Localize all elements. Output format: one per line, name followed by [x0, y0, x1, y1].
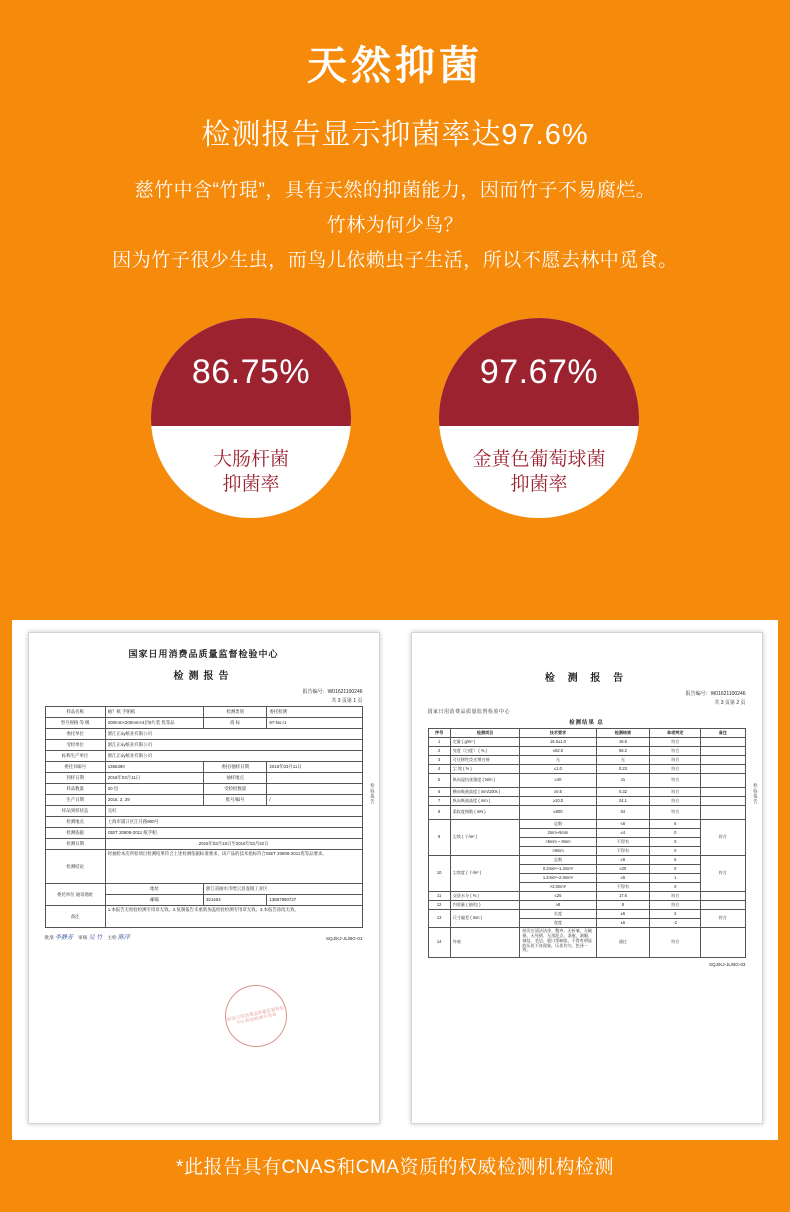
report1-page-info: 共 3 页第 1 页	[331, 698, 363, 704]
report2-r0-result: 16.5	[596, 738, 650, 747]
report2-r2-result: 无	[596, 756, 650, 765]
stat-circle-ecoli-label-2: 抑菌率	[222, 474, 280, 496]
table-row	[45, 817, 362, 828]
report2-r12-no: 13	[428, 910, 450, 928]
table-row	[45, 828, 362, 839]
report1-date-label: 检测日期	[45, 839, 105, 850]
report2-r10-no: 11	[428, 892, 450, 901]
stat-circle-staph-label-2: 抑菌率	[510, 474, 568, 496]
description-line-1: 慈竹中含“竹琨”，具有天然的抑菌能力，因而竹子不易腐烂。	[134, 180, 656, 201]
table-row	[428, 910, 745, 919]
official-stamp-icon: 国家日用消费品质量监督检验中心检验检测专用章	[219, 979, 293, 1053]
report1-r8-c1: 生产日期	[45, 795, 105, 806]
report1-date-value: 2016年03月15日至2016年03月22日	[105, 839, 362, 850]
report1-r8-c3: 批号/编号	[203, 795, 266, 806]
report1-r6-c4	[267, 773, 362, 784]
report2-r13-req: 纸页应清洁洁净、整齐、无折皱、无破损、无死褶、无黑泥点、条痕、洞眼、皱纹、毛边、裂口等缺陷，不得有明显的压花不良现象，压花均匀，色泽一致。	[520, 928, 596, 958]
report2-r8-s1-size: 2mm~5mm	[520, 829, 596, 838]
report1-r0-c2: 抽？纸 手帕纸	[105, 707, 203, 718]
report1-unit-addr: 浙江省丽水市缙云县壶镇工业区	[203, 884, 362, 895]
stat-circles	[0, 318, 790, 518]
report2-r0-note	[701, 738, 745, 747]
report2-r5-no: 6	[428, 788, 450, 797]
report2-th-1: 检测项目	[450, 729, 520, 738]
report2-r9-s2-req: ≤5	[596, 874, 650, 883]
description-line-3: 因为竹子很少生虫，而鸟儿依赖虫子生活，所以不愿去林中觅食。	[112, 250, 678, 272]
report2-r10-result: 17.6	[596, 892, 650, 901]
table-row	[428, 892, 745, 901]
table-row	[428, 806, 745, 820]
report2-r7-no: 8	[428, 806, 450, 820]
report2-th-2: 技术要求	[520, 729, 596, 738]
report2-r11-item: 内装量 ( 抽/包 )	[450, 901, 520, 910]
report2-r13-note	[701, 928, 745, 958]
report1-report-no: 报告编号：W01621100246	[302, 689, 363, 695]
page-header	[0, 0, 790, 278]
report2-header	[428, 669, 746, 684]
report1-remark-label: 备注	[45, 906, 105, 928]
report2-r8-item: 尘埃 ( 个/m² )	[450, 820, 520, 856]
report2-r9-s0-size: 总数	[520, 856, 596, 865]
report2-r8-s2-req: 不得有	[596, 838, 650, 847]
report2-r2-req: 无	[520, 756, 596, 765]
table-row	[45, 707, 362, 718]
table-row	[428, 774, 745, 788]
report2-r12-item: 尺寸偏差 ( mm )	[450, 910, 520, 928]
report2-r2-note	[701, 756, 745, 765]
report2-r12-s1-result: -2	[650, 919, 701, 928]
report1-r9-c1: 样品到样状态	[45, 806, 105, 817]
report1-r3-c2: 浙江正úy纸业有限公司	[105, 740, 362, 751]
report2-r8-s2-result: 0	[650, 838, 701, 847]
report2-r7-item: 柔软度指数 ( mN )	[450, 806, 520, 820]
report2-r1-result: 68.2	[596, 747, 650, 756]
report2-r6-req: ≥10.0	[520, 797, 596, 806]
report1-r8-c4: /	[267, 795, 362, 806]
table-row	[428, 738, 745, 747]
table-row	[45, 884, 362, 895]
report1-r5-c3: 委托/抽样日期	[203, 762, 266, 773]
report2-report-no: 报告编号：W01621100246	[685, 691, 746, 697]
report2-r8-s1-result: 0	[650, 829, 701, 838]
report2-r13-item: 外观	[450, 928, 520, 958]
report1-r6-c2: 2016年03月11日	[105, 773, 203, 784]
report2-r9-judge: 符合	[701, 856, 745, 892]
report2-r6-note	[701, 797, 745, 806]
report2-r12-s0-result: 2	[650, 910, 701, 919]
report2-r7-judge: 符合	[650, 806, 701, 820]
report1-r7-c2: 20 包	[105, 784, 203, 795]
report2-r6-judge: 符合	[650, 797, 701, 806]
report2-r11-judge: 符合	[650, 901, 701, 910]
report1-basis-value: GB/T 20808-2011 纸手帕	[105, 828, 362, 839]
report1-r10-c1: 检测地点	[45, 817, 105, 828]
report2-results-table	[428, 728, 746, 958]
report1-r6-c1: 到样日期	[45, 773, 105, 784]
report2-r8-no: 9	[428, 820, 450, 856]
report1-unit-label: 委托单位 通讯地址	[45, 884, 105, 906]
table-row	[428, 928, 745, 958]
report2-r3-item: 尘 埃 ( % )	[450, 765, 520, 774]
report2-th-3: 检测结果	[596, 729, 650, 738]
report2-r6-item: 纵向吸液高度 ( mm )	[450, 797, 520, 806]
report2-th-5: 备注	[701, 729, 745, 738]
report2-r4-result: 41	[596, 774, 650, 788]
report1-r7-c4	[267, 784, 362, 795]
report1-r9-c2: 完好	[105, 806, 362, 817]
report1-r10-c2: 上海市浦口区江月路900号	[105, 817, 362, 828]
stat-circle-staph-percent: 97.67%	[479, 352, 599, 391]
report2-r12-s0-req: ±5	[596, 910, 650, 919]
report2-r2-judge: 符合	[650, 756, 701, 765]
report1-review-name: 吴 竹	[88, 935, 103, 941]
stat-circle-ecoli	[151, 318, 351, 518]
report-document-page2	[411, 632, 763, 1124]
stat-circle-staph-top	[439, 318, 639, 426]
report2-r3-note	[701, 765, 745, 774]
report2-r10-req: ≤25	[520, 892, 596, 901]
stat-circle-ecoli-percent: 86.75%	[191, 352, 311, 391]
report2-r4-item: 纵向湿抗张强度 ( N/m )	[450, 774, 520, 788]
report2-r10-note	[701, 892, 745, 901]
report1-r5-c2: 1365390	[105, 762, 203, 773]
report2-r5-item: 横向吸液高度 ( mm/100s )	[450, 788, 520, 797]
report1-conclusion-value: 经抽检本次所检项目检测结果符合上述检测依据标准要求，该产品的技术指标符合GB/T 20808-2011优等品要求。	[105, 850, 362, 884]
report2-r12-s1-req: ±5	[596, 919, 650, 928]
report2-r9-s3-size: >2.0mm²	[520, 883, 596, 892]
report1-basis-label: 检测依据	[45, 828, 105, 839]
report1-info-table	[45, 706, 363, 928]
report1-tester-name: 陈萍	[117, 935, 130, 941]
table-row	[45, 751, 362, 762]
report2-r7-result: 04	[596, 806, 650, 820]
report2-r5-note	[701, 788, 745, 797]
report2-r8-judge: 符合	[701, 820, 745, 856]
report2-th-4: 单项判定	[650, 729, 701, 738]
report2-r9-s3-req: 不得有	[596, 883, 650, 892]
report-document-page1	[28, 632, 380, 1124]
table-row	[428, 747, 745, 756]
table-row	[428, 901, 745, 910]
table-row	[45, 729, 362, 740]
table-row	[428, 797, 745, 806]
report1-unit-addr-label: 地址	[105, 884, 203, 895]
report2-r0-item: 定量 ( g/m² )	[450, 738, 520, 747]
report1-r4-c2: 浙江正úy纸业有限公司	[105, 751, 362, 762]
report2-r9-s2-size: 1.2mm²~2.0mm²	[520, 874, 596, 883]
report2-title: 检 测 报 告	[544, 673, 629, 684]
report2-r8-s0-result: 6	[650, 820, 701, 829]
report1-r1-c3: 商 标	[203, 718, 266, 729]
report1-signature-row	[45, 932, 363, 941]
table-row	[428, 756, 745, 765]
report2-r8-s0-req: ≤6	[596, 820, 650, 829]
report2-r9-item: 尘埃度 ( 个/m² )	[450, 856, 520, 892]
description-line-2: 竹林为何少鸟？	[326, 215, 464, 237]
report2-r12-s0-size: 长度	[520, 910, 596, 919]
report2-r1-no: 2	[428, 747, 450, 756]
report1-review-label: 审核	[78, 935, 88, 940]
report2-section-title: 检测结果 总	[569, 720, 604, 726]
report2-r8-s3-result: 0	[650, 847, 701, 856]
report1-side-text: 检验报告	[370, 783, 376, 805]
table-row	[45, 718, 362, 729]
report2-r5-req: ≥0.5	[520, 788, 596, 797]
report1-r1-c4: 87-No.r1	[267, 718, 362, 729]
table-row	[428, 856, 745, 865]
report2-r11-req: ≥8	[520, 901, 596, 910]
report1-organization: 国家日用消费品质量监督检验中心	[128, 649, 279, 659]
page-subtitle: 检测报告显示抑菌率达97.6%	[201, 119, 589, 151]
report1-r7-c1: 样品数量	[45, 784, 105, 795]
report2-r6-no: 7	[428, 797, 450, 806]
report2-r11-result: 8	[596, 901, 650, 910]
report2-r0-req: 16.0±1.0	[520, 738, 596, 747]
report1-r8-c2: 2016. 2. 29	[105, 795, 203, 806]
report2-r13-no: 14	[428, 928, 450, 958]
table-row	[45, 906, 362, 928]
report1-unit-tel: 13867890727	[267, 895, 362, 906]
report2-r13-result: 通过	[596, 928, 650, 958]
report2-r11-no: 12	[428, 901, 450, 910]
report2-organization: 国家日用消费品质量监督检验中心	[427, 709, 511, 715]
report2-r3-judge: 符合	[650, 765, 701, 774]
report2-r4-judge: 符合	[650, 774, 701, 788]
report2-r7-req: ≤800	[520, 806, 596, 820]
report1-r5-c1: 委托书编号	[45, 762, 105, 773]
report1-conclusion-label: 检测结论	[45, 850, 105, 884]
report2-r0-judge: 符合	[650, 738, 701, 747]
stat-circle-staph-label-1: 金黄色葡萄球菌	[472, 448, 606, 470]
report2-r2-item: 可迁移性荧光增白剂	[450, 756, 520, 765]
table-header-row	[428, 729, 745, 738]
report2-r4-req: ≥40	[520, 774, 596, 788]
report2-footer	[428, 962, 746, 967]
table-row	[45, 740, 362, 751]
report1-r1-c1: 型号规格 等 级	[45, 718, 105, 729]
report1-r1-c2: 200mm×200mm×4层8片装 优等品	[105, 718, 203, 729]
table-row	[428, 820, 745, 829]
report1-title: 检测报告	[173, 671, 234, 682]
report1-r4-c1: 标称生产单位	[45, 751, 105, 762]
report2-r3-result: 0.23	[596, 765, 650, 774]
report2-r6-result: 24.1	[596, 797, 650, 806]
report2-r4-no: 5	[428, 774, 450, 788]
description-block	[0, 173, 790, 278]
report2-r4-note	[701, 774, 745, 788]
report2-r0-no: 1	[428, 738, 450, 747]
table-row	[45, 773, 362, 784]
report2-r9-s0-result: 6	[650, 856, 701, 865]
report1-r0-c3: 检测类别	[203, 707, 266, 718]
report1-signatures	[45, 932, 130, 941]
report1-unit-post: 321404	[203, 895, 266, 906]
report1-r3-c1: 受检单位	[45, 740, 105, 751]
report2-r2-no: 3	[428, 756, 450, 765]
report2-r8-s3-req: 不得有	[596, 847, 650, 856]
report2-r9-s1-size: 0.2mm²~1.2mm²	[520, 865, 596, 874]
footnote: *此报告具有CNAS和CMA资质的权威检测机构检测	[176, 1157, 614, 1178]
report1-unit-post-label: 邮编	[105, 895, 203, 906]
table-row	[45, 850, 362, 884]
report1-r2-c1: 委托单位	[45, 729, 105, 740]
report2-r9-s2-result: 1	[650, 874, 701, 883]
report2-r9-s1-result: 0	[650, 865, 701, 874]
report1-r5-c4: 2016年03月11日	[267, 762, 362, 773]
report2-r1-req: ≤82.0	[520, 747, 596, 756]
report1-r2-c2: 浙江正úy纸业有限公司	[105, 729, 362, 740]
report1-approve-label: 批准	[44, 935, 54, 940]
report1-tester-label: 主检	[107, 935, 117, 940]
report2-r3-no: 4	[428, 765, 450, 774]
report1-approve-name: 李静芳	[54, 935, 73, 941]
stat-circle-ecoli-bottom	[151, 426, 351, 518]
stat-circle-ecoli-label-1: 大肠杆菌	[212, 448, 289, 470]
table-row	[45, 762, 362, 773]
table-row	[45, 806, 362, 817]
report1-r6-c3: 抽样地点	[203, 773, 266, 784]
report2-r11-note	[701, 901, 745, 910]
report2-r12-judge: 符合	[701, 910, 745, 928]
report2-side-text: 检验报告	[753, 783, 759, 805]
report-images-panel	[12, 620, 778, 1140]
report2-th-0: 序号	[428, 729, 450, 738]
table-row	[45, 784, 362, 795]
report2-r3-req: ≤1.0	[520, 765, 596, 774]
report1-remark-value: 1.本报告无检验检测专用章无效。2.复制报告未重新加盖检验检测专用章无效。3.本报告涂改无效。	[105, 906, 362, 928]
report2-r13-judge: 符合	[650, 928, 701, 958]
report2-r9-s0-req: ≤6	[596, 856, 650, 865]
report1-form-code: SQJ/KJ-JL/BG-01	[325, 936, 363, 941]
report2-r10-judge: 符合	[650, 892, 701, 901]
report2-r9-no: 10	[428, 856, 450, 892]
report2-r8-s0-size: 总数	[520, 820, 596, 829]
report1-r7-c3: 受检批数量	[203, 784, 266, 795]
stat-circle-ecoli-top	[151, 318, 351, 426]
report2-r9-s3-result: 0	[650, 883, 701, 892]
stat-circle-staph	[439, 318, 639, 518]
report2-r12-s1-size: 宽度	[520, 919, 596, 928]
report2-r9-s1-req: ≤20	[596, 865, 650, 874]
report2-r8-s2-size: >5mm ~ 8mm	[520, 838, 596, 847]
report2-r10-item: 交货水分 ( % )	[450, 892, 520, 901]
page-title: 天然抑菌	[307, 44, 483, 88]
table-row	[45, 795, 362, 806]
report2-r8-s1-req: ≤4	[596, 829, 650, 838]
report1-r0-c1: 样品名称	[45, 707, 105, 718]
report2-r8-s3-size: >8mm	[520, 847, 596, 856]
report1-header	[45, 647, 363, 682]
stat-circle-staph-bottom	[439, 426, 639, 518]
report2-r1-item: 亮度（白度） ( % )	[450, 747, 520, 756]
report2-r1-note	[701, 747, 745, 756]
table-row	[45, 839, 362, 850]
report2-r1-judge: 符合	[650, 747, 701, 756]
report2-r7-note	[701, 806, 745, 820]
report2-r5-judge: 符合	[650, 788, 701, 797]
table-row	[428, 788, 745, 797]
report1-r0-c4: 委托检测	[267, 707, 362, 718]
report2-r5-result: 0.32	[596, 788, 650, 797]
table-row	[428, 765, 745, 774]
report2-form-code: SQJ/KJ-JL/BG-03	[708, 962, 746, 967]
report2-page-info: 共 3 页第 2 页	[714, 700, 746, 706]
